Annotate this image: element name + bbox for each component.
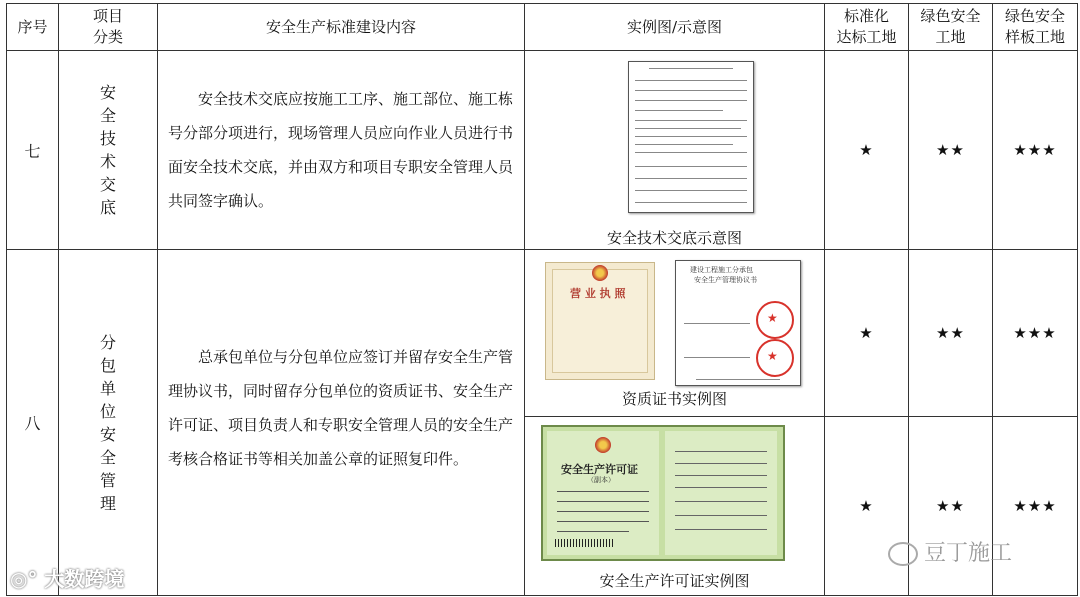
wechat-icon	[888, 542, 918, 566]
green-site-rating: ★★	[909, 250, 993, 417]
row-seq: 八	[7, 250, 59, 596]
sample-site-rating: ★★★	[993, 51, 1078, 250]
header-content: 安全生产标准建设内容	[158, 4, 525, 51]
green-site-rating: ★★	[909, 51, 993, 250]
figure-cell	[525, 51, 825, 250]
figure-caption: 资质证书实例图	[621, 390, 727, 408]
header-seq: 序号	[7, 4, 59, 51]
header-row	[7, 4, 1078, 51]
watermark-right	[888, 536, 1012, 567]
row-category: 分包单位安全管理	[59, 250, 158, 596]
standard-site-rating: ★	[825, 417, 909, 596]
disclosure-document-image	[628, 61, 754, 213]
figure-cell	[525, 417, 825, 596]
row-content: 安全技术交底应按施工工序、施工部位、施工栋号分部分项进行，现场管理人员应向作业人员进行书面安全技术交底，并由双方和项目专职安全管理人员共同签字确认。	[158, 51, 525, 250]
header-figure: 实例图/示意图	[525, 4, 825, 51]
figure-caption: 安全技术交底示意图	[606, 229, 742, 247]
business-licence-image: 营 业 执 照	[545, 262, 655, 380]
row-content: 总承包单位与分包单位应签订并留存安全生产管理协议书，同时留存分包单位的资质证书、安全生产许可证、项目负责人和专职安全管理人员的安全生产考核合格证书等相关加盖公章的证照复印件。	[158, 250, 525, 596]
sample-site-rating: ★★★	[993, 250, 1078, 417]
row-seq: 七	[7, 51, 59, 250]
header-category: 项目 分类	[59, 4, 158, 51]
watermark-left-text: 大数跨境	[44, 567, 125, 591]
agreement-document-image: 建设工程施工分承包 安全生产管理协议书 ★ ★	[675, 260, 801, 386]
figure-caption: 安全生产许可证实例图	[599, 572, 750, 590]
row-category: 安全技术交底	[59, 51, 158, 250]
header-sample-site: 绿色安全 样板工地	[993, 4, 1078, 51]
safety-permit-image: 安全生产许可证 （副本）	[541, 425, 785, 561]
table-row	[7, 250, 1078, 417]
watermark-left	[10, 563, 124, 592]
standards-table	[6, 3, 1078, 596]
figure-cell	[525, 250, 825, 417]
standard-site-rating: ★	[825, 51, 909, 250]
watermark-logo-icon: ◎°	[10, 567, 38, 591]
header-green-site: 绿色安全 工地	[909, 4, 993, 51]
header-standard-site: 标准化 达标工地	[825, 4, 909, 51]
standard-site-rating: ★	[825, 250, 909, 417]
table-row	[7, 51, 1078, 250]
green-site-rating: ★★	[909, 417, 993, 596]
watermark-right-text: 豆丁施工	[924, 541, 1013, 566]
sample-site-rating: ★★★	[993, 417, 1078, 596]
